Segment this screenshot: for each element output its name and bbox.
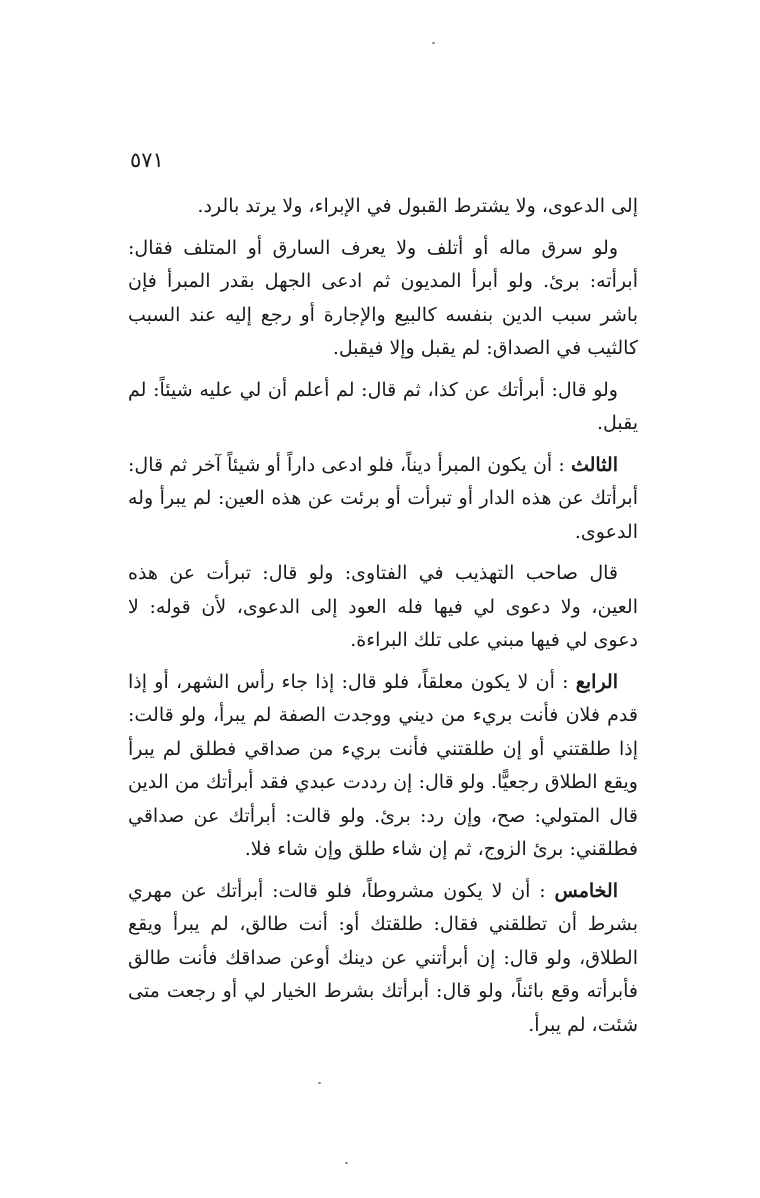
paragraph-text: : أن يكون المبرأ ديناً، فلو ادعى داراً أو شيئاً آخر ثم قال: أبرأتك عن هذه الدار أو تبرأت أو برئت عن هذه العين: لم يبرأ وله الدعوى. — [128, 453, 638, 543]
paragraph — [128, 875, 638, 1043]
page-number: ٥٧١ — [130, 148, 164, 172]
scan-speck — [318, 1082, 321, 1084]
scan-speck — [432, 42, 435, 44]
paragraph — [128, 190, 638, 224]
body-text — [128, 190, 638, 1050]
paragraph-text: : أن لا يكون معلقاً، فلو قال: إذا جاء رأس الشهر، أو إذا قدم فلان فأنت بريء من ديني ووجدت الصفة لم يبرأ، ولو قالت: إذا طلقتني أو إن طلقتني فأنت بريء من صداقي فطلق لم يبرأ ويقع الطلاق رجعيًّا. ولو قال: إن رددت عبدي فقد أبرأتك من الدين قال المتولي: صح، وإن رد: برئ. ولو قالت: أبرأتك عن صداقي فطلقني: برئ الزوج، ثم إن شاء طلق وإن شاء فلا. — [128, 670, 638, 860]
paragraph-lead: الرابع — [575, 670, 618, 693]
paragraph-text: قال صاحب التهذيب في الفتاوى: ولو قال: تبرأت عن هذه العين، ولا دعوى لي فيها فله العود إلى الدعوى، لأن قوله: لا دعوى لي فيها مبني على تلك البراءة. — [128, 562, 638, 651]
paragraph — [128, 374, 638, 441]
paragraph — [128, 232, 638, 366]
paragraph-text: ولو سرق ماله أو أتلف ولا يعرف السارق أو المتلف فقال: أبرأته: برئ. ولو أبرأ المديون ثم ادعى الجهل بقدر المبرأ فإن باشر سبب الدين بنفسه كالبيع والإجارة أو رجع إليه عند السبب كالثيب في الصداق: لم يقبل وإلا فيقبل. — [128, 236, 638, 359]
paragraph — [128, 449, 638, 550]
paragraph-text: : أن لا يكون مشروطاً، فلو قالت: أبرأتك عن مهري بشرط أن تطلقني فقال: طلقتك أو: أنت طالق، لم يبرأ ويقع الطلاق، ولو قال: إن أبرأتني عن دينك أوعن صداقك فأنت طالق فأبرأته وقع بائناً، ولو قال: أبرأتك بشرط الخيار لي أو رجعت متى شئت، لم يبرأ. — [128, 879, 638, 1036]
scan-speck — [345, 1162, 348, 1164]
paragraph-lead: الخامس — [554, 879, 618, 902]
paragraph-text: إلى الدعوى، ولا يشترط القبول في الإبراء، ولا يرتد بالرد. — [197, 195, 638, 217]
paragraph-text: ولو قال: أبرأتك عن كذا، ثم قال: لم أعلم أن لي عليه شيئاً: لم يقبل. — [128, 378, 638, 434]
paragraph — [128, 557, 638, 658]
paragraph — [128, 666, 638, 867]
paragraph-lead: الثالث — [570, 453, 618, 476]
